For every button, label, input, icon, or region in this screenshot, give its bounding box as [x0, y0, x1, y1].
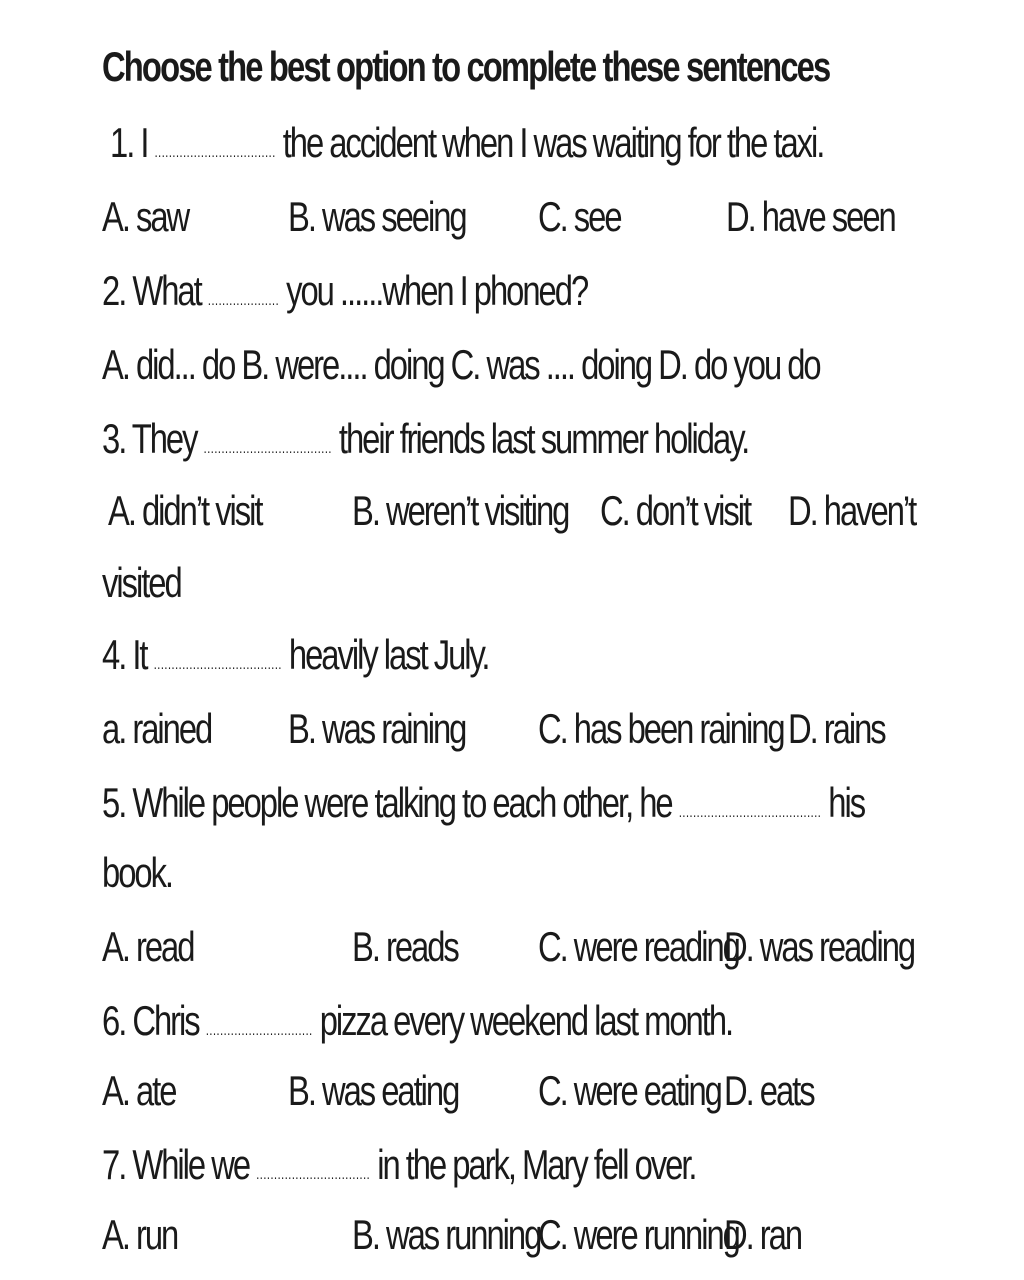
- option-b: B. weren’t visiting: [352, 487, 569, 534]
- question-wrap: book.: [102, 849, 173, 896]
- question-6: [102, 996, 732, 1056]
- question-4: [102, 630, 489, 690]
- question-3: [102, 414, 748, 474]
- option-a: a. rained: [102, 705, 212, 752]
- answer-blank: ....................................: [153, 656, 282, 673]
- option-d: D. ran: [724, 1211, 802, 1258]
- option-d: D. rains: [788, 705, 885, 752]
- option-c: C. were running: [538, 1211, 739, 1258]
- option-c: C. were eating: [538, 1067, 721, 1114]
- option-a: A. read: [102, 923, 194, 970]
- answer-blank: ..................................: [154, 144, 276, 161]
- question-5: [102, 778, 864, 838]
- question-prefix: 4. It: [102, 631, 147, 678]
- question-prefix: 2. What: [102, 267, 201, 314]
- question-suffix: heavily last July.: [288, 631, 489, 678]
- option-a: A. ate: [102, 1067, 176, 1114]
- option-b: B. was seeing: [288, 193, 466, 240]
- answer-blank: ..............................: [205, 1022, 313, 1039]
- option-c: C. were reading: [538, 923, 739, 970]
- question-suffix: his: [828, 779, 865, 826]
- question-suffix: their friends last summer holiday.: [338, 415, 749, 462]
- option-c: C. don’t visit: [600, 487, 751, 534]
- question-prefix: 6. Chris: [102, 997, 199, 1044]
- question-2: [102, 266, 587, 326]
- option-c: C. see: [538, 193, 621, 240]
- question-prefix: 1. I: [110, 119, 148, 166]
- option-a: A. saw: [102, 193, 189, 240]
- option-b: B. reads: [352, 923, 458, 970]
- question-7: [102, 1140, 695, 1200]
- question-suffix: you ......when I phoned?: [286, 267, 588, 314]
- option-a: A. didn’t visit: [108, 487, 262, 534]
- question-suffix: pizza every weekend last month.: [319, 997, 733, 1044]
- option-d: D. haven’t: [788, 487, 916, 534]
- question-prefix: 5. While people were talking to each other, he: [102, 779, 672, 826]
- question-prefix: 7. While we: [102, 1141, 250, 1188]
- options-line: A. did... do B. were.... doing C. was .... doing D. do you do: [102, 341, 820, 388]
- option-d: D. have seen: [726, 193, 895, 240]
- question-suffix: in the park, Mary fell over.: [377, 1141, 696, 1188]
- option-a: A. run: [102, 1211, 178, 1258]
- question-1: [110, 118, 823, 178]
- option-b: B. was running: [352, 1211, 541, 1258]
- option-wrap: visited: [102, 559, 181, 606]
- answer-blank: ................................: [256, 1166, 371, 1183]
- option-b: B. was eating: [288, 1067, 459, 1114]
- worksheet-title: Choose the best option to complete these sentences: [102, 43, 830, 90]
- option-d: D. eats: [724, 1067, 814, 1114]
- answer-blank: ....................: [207, 292, 280, 309]
- question-prefix: 3. They: [102, 415, 197, 462]
- answer-blank: ........................................: [678, 804, 822, 821]
- answer-blank: ....................................: [203, 440, 332, 457]
- question-suffix: the accident when I was waiting for the taxi.: [282, 119, 824, 166]
- option-d: D. was reading: [724, 923, 915, 970]
- option-b: B. was raining: [288, 705, 466, 752]
- option-c: C. has been raining: [538, 705, 784, 752]
